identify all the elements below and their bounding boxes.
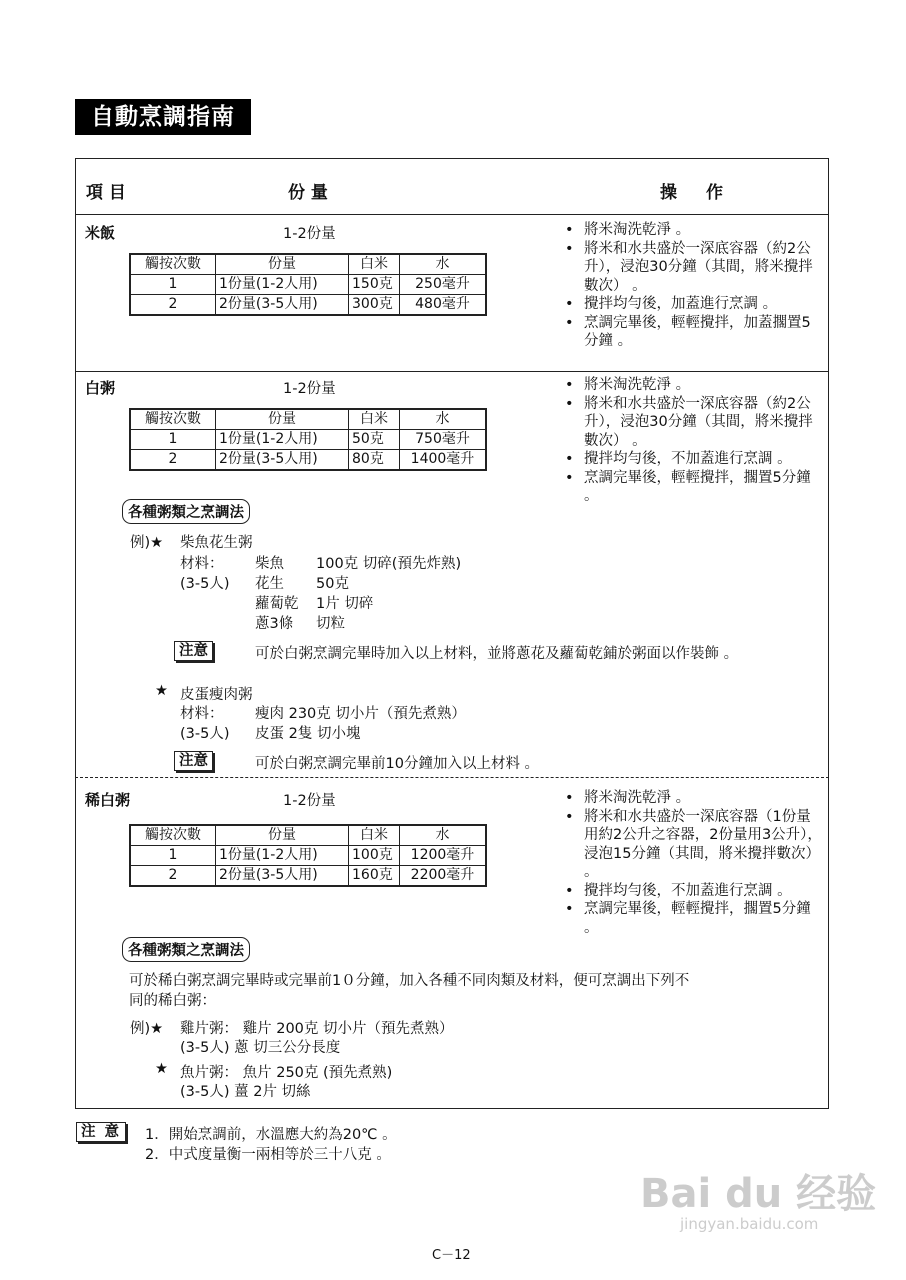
list-item: • 將米和水共盛於一深底容器（約2公升），浸泡30分鐘（其間，將米攪拌數次） 。 (560, 395, 822, 451)
ex2-l2-a: (3-5人) (180, 726, 230, 742)
ex1-l3-b: 1片 切碎 (316, 596, 374, 612)
thin-example2-prefix: ★ (155, 1061, 168, 1077)
thin-congee-methods-label: 各種粥類之烹調法 (122, 937, 250, 962)
list-item: • 將米淘洗乾淨 。 (560, 789, 822, 808)
list-item: • 將米淘洗乾淨 。 (560, 221, 822, 240)
ex1-l2-c: 50克 (316, 576, 349, 592)
congee-example2-note-label: 注意 (174, 751, 213, 771)
congee-quantity-table (129, 408, 487, 471)
list-item: • 烹調完畢後，輕輕攪拌，擱置5分鐘 。 (560, 469, 822, 506)
congee-example1-note-label: 注意 (174, 641, 213, 661)
list-item: • 將米和水共盛於一深底容器（1份量用約2公升之容器，2份量用3公升），浸泡15分鐘（其間，將米攪拌數次） 。 (560, 808, 822, 882)
section-divider-2 (75, 777, 829, 778)
footer-note-line2: 2．中式度量衡一兩相等於三十八克 。 (145, 1147, 391, 1163)
page-number: C－12 (432, 1248, 471, 1263)
thin-congee-desc-line1: 可於稀白粥烹調完畢時或完畢前1０分鐘，加入各種不同肉類及材料，便可烹調出下列不 (129, 973, 690, 989)
thin-example1-line1: 雞片粥： 雞片 200克 切小片（預先煮熟） (180, 1021, 454, 1037)
rice-operations (560, 221, 822, 351)
table-row: 1 1份量(1-2人用) 50克 750毫升 (130, 430, 486, 450)
list-item: • 將米和水共盛於一深底容器（約2公升），浸泡30分鐘（其間，將米攪拌數次） 。 (560, 240, 822, 296)
congee-example1-name: 柴魚花生粥 (180, 535, 253, 551)
th-portion: 份量 (216, 254, 349, 275)
watermark-url: jingyan.baidu.com (680, 1215, 819, 1233)
congee-example2-name: 皮蛋瘦肉粥 (180, 687, 253, 703)
thin-example1-prefix: 例)★ (130, 1021, 164, 1037)
th-rice: 白米 (349, 254, 400, 275)
table-row: 2 2份量(3-5人用) 80克 1400毫升 (130, 450, 486, 471)
list-item: • 烹調完畢後，輕輕攪拌，加蓋擱置5分鐘 。 (560, 314, 822, 351)
footer-note-label: 注 意 (76, 1122, 126, 1142)
table-row: 2 2份量(3-5人用) 160克 2200毫升 (130, 866, 486, 887)
congee-example2-note: 可於白粥烹調完畢前10分鐘加入以上材料 。 (255, 756, 540, 772)
table-row: 1 1份量(1-2人用) 150克 250毫升 (130, 275, 486, 295)
item-congee: 白粥 (85, 379, 116, 397)
section-divider-1 (75, 371, 829, 372)
congee-portion: 1-2份量 (283, 381, 336, 397)
thin-congee-desc-line2: 同的稀白粥： (129, 993, 216, 1009)
congee-methods-label: 各種粥類之烹調法 (122, 499, 250, 524)
thin-example2-line2: (3-5人) 薑 2片 切絲 (180, 1084, 311, 1100)
item-rice: 米飯 (85, 224, 116, 242)
rice-quantity-table (129, 253, 487, 316)
list-item: • 將米淘洗乾淨 。 (560, 376, 822, 395)
congee-example1-note: 可於白粥烹調完畢時加入以上材料，並將蔥花及蘿蔔乾鋪於粥面以作裝飾 。 (255, 646, 739, 662)
ex2-l2-b: 皮蛋 2隻 切小塊 (255, 726, 361, 742)
rice-portion: 1-2份量 (283, 226, 336, 242)
header-operation: 操 作 (660, 183, 729, 203)
thin-congee-quantity-table (129, 824, 487, 887)
thin-example2-line1: 魚片粥： 魚片 250克 (預先煮熟) (180, 1065, 393, 1081)
list-item: • 攪拌均勻後，加蓋進行烹調 。 (560, 295, 822, 314)
table-header-row: 觸按次數 份量 白米 水 (130, 409, 486, 430)
thin-congee-portion: 1-2份量 (283, 793, 336, 809)
ex1-l2-b: 花生 (255, 576, 284, 592)
header-portion: 份 量 (288, 183, 328, 203)
congee-example1-prefix: 例)★ (130, 535, 164, 551)
ex2-l1-b: 瘦肉 230克 切小片（預先煮熟） (255, 706, 466, 722)
list-item: • 烹調完畢後，輕輕攪拌，擱置5分鐘 。 (560, 900, 822, 937)
table-row: 2 2份量(3-5人用) 300克 480毫升 (130, 295, 486, 316)
th-water: 水 (400, 254, 487, 275)
header-divider (75, 214, 829, 215)
th-presses: 觸按次數 (130, 254, 216, 275)
ex1-l2-a: (3-5人) (180, 576, 230, 592)
congee-operations (560, 376, 822, 506)
header-item: 項 目 (86, 183, 126, 203)
ex1-l1-b: 柴魚 (255, 556, 284, 572)
ex1-l4-b: 切粒 (316, 616, 345, 632)
ex1-l3-a: 蘿蔔乾 (255, 596, 299, 612)
thin-example1-line2: (3-5人) 蔥 切三公分長度 (180, 1040, 341, 1056)
table-header-row: 觸按次數 份量 白米 水 (130, 825, 486, 846)
ex1-l1-c: 100克 切碎(預先炸熟) (316, 556, 462, 572)
list-item: • 攪拌均勻後，不加蓋進行烹調 。 (560, 450, 822, 469)
item-thin-congee: 稀白粥 (85, 791, 131, 809)
congee-example2-prefix: ★ (155, 683, 168, 699)
list-item: • 攪拌均勻後，不加蓋進行烹調 。 (560, 882, 822, 901)
footer-note-line1: 1．開始烹調前，水溫應大約為20℃ 。 (145, 1127, 397, 1143)
watermark-logo: Bai du 经验 (640, 1171, 877, 1217)
ex1-l1-a: 材料： (180, 556, 224, 572)
page-title: 自動烹調指南 (75, 99, 251, 135)
thin-congee-operations (560, 789, 822, 937)
ex2-l1-a: 材料： (180, 706, 224, 722)
table-header-row (130, 254, 486, 275)
ex1-l4-a: 蔥3條 (255, 616, 294, 632)
table-row: 1 1份量(1-2人用) 100克 1200毫升 (130, 846, 486, 866)
